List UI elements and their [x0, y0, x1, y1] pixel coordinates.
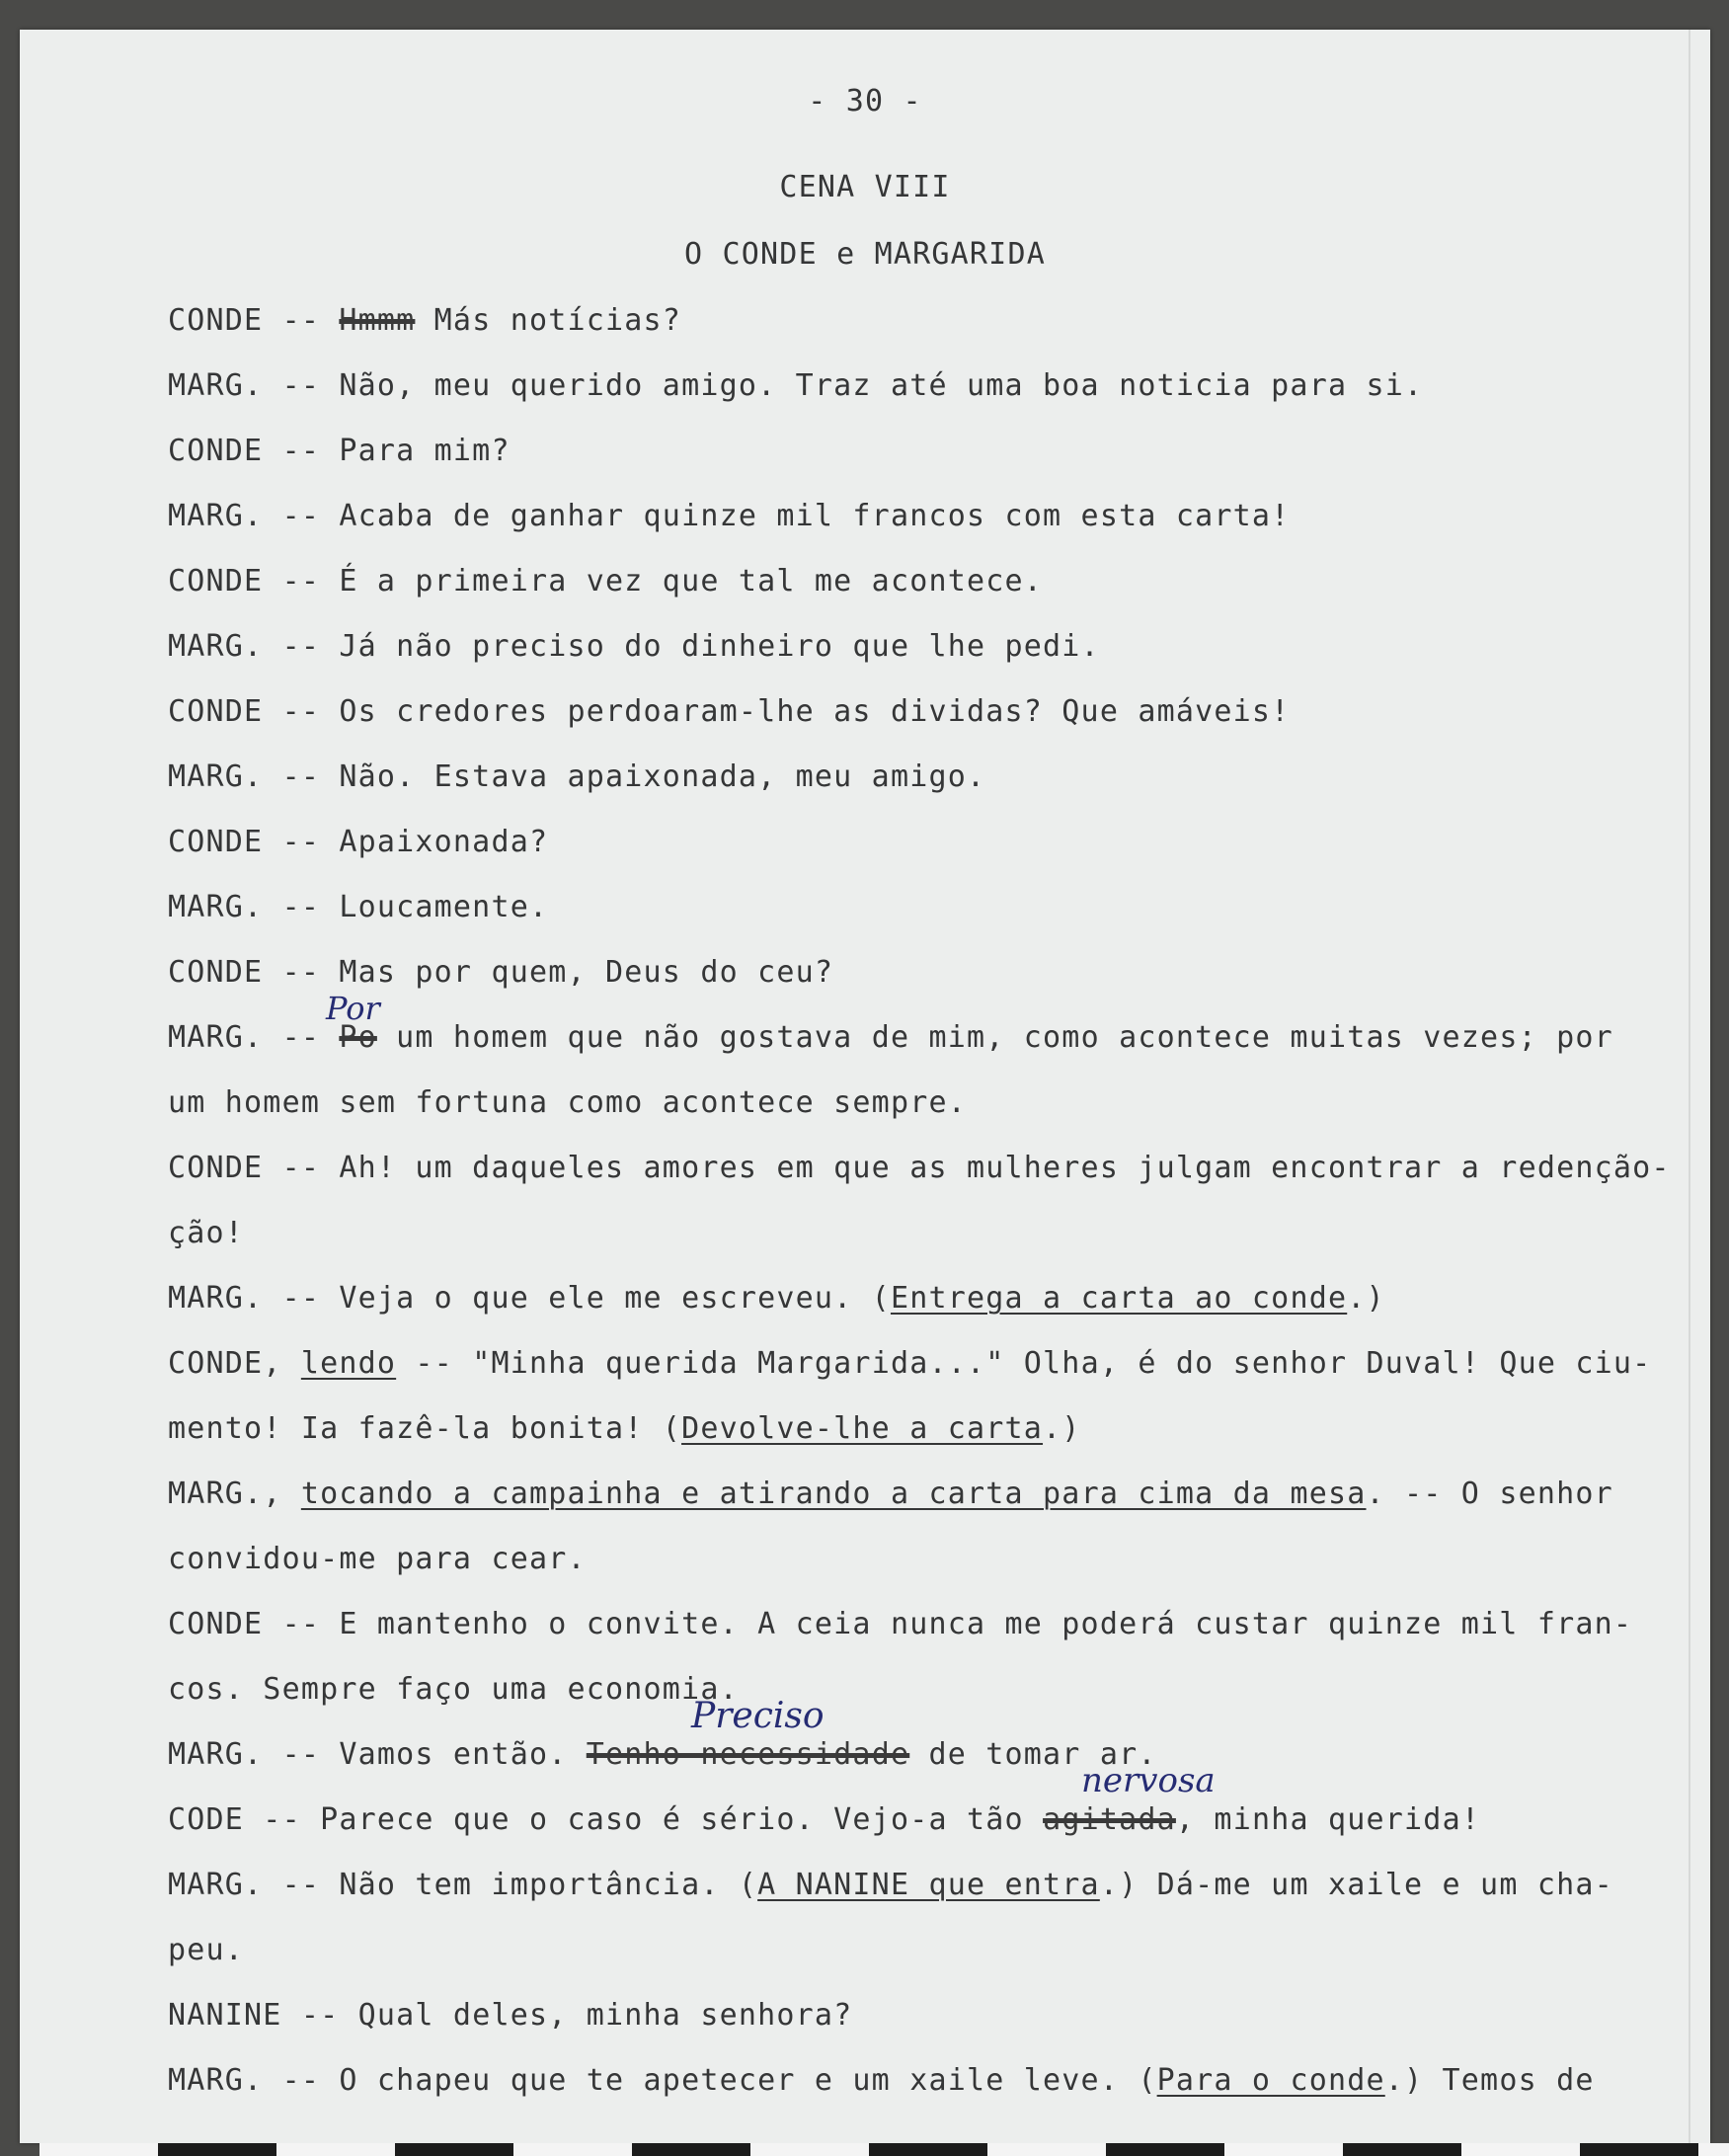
document-page [20, 30, 1710, 2143]
script-line: MARG. -- Loucamente. [168, 890, 549, 924]
page-number: - 30 - [808, 84, 922, 119]
script-line: MARG. -- Vamos então. Tenho necessidade de tomar ar. [168, 1737, 1157, 1772]
handwritten-correction: Preciso [691, 1696, 825, 1736]
script-line: CONDE -- Mas por quem, Deus do ceu? [168, 955, 834, 990]
script-line: CONDE -- E mantenho o convite. A ceia nunca me poderá custar quinze mil fran- [168, 1607, 1633, 1641]
script-line: ção! [168, 1216, 245, 1250]
script-line: convidou-me para cear. [168, 1542, 587, 1576]
script-line: MARG. -- Já não preciso do dinheiro que lhe pedi. [168, 629, 1100, 664]
speaker: CONDE -- [168, 694, 321, 729]
script-line: MARG. -- Não tem importância. (A NANINE que entra.) Dá-me um xaile e um cha- [168, 1868, 1613, 1902]
speaker: MARG. -- [168, 499, 321, 533]
handwritten-correction: Por [326, 990, 380, 1027]
speaker: CONDE, [168, 1346, 282, 1381]
speaker: MARG. -- [168, 1020, 321, 1055]
stage-direction: Entrega a carta ao conde [890, 1281, 1348, 1316]
script-line: MARG. -- Veja o que ele me escreveu. (Entrega a carta ao conde.) [168, 1281, 1385, 1316]
script-line: MARG. -- Po um homem que não gostava de mim, como acontece muitas vezes; por [168, 1020, 1613, 1055]
stage-direction: Para o conde [1156, 2063, 1385, 2098]
speaker: MARG. -- [168, 629, 321, 664]
speaker: CONDE -- [168, 955, 321, 990]
script-line: cos. Sempre faço uma economia. [168, 1672, 739, 1707]
speaker: CODE -- [168, 1802, 301, 1837]
speaker: MARG. -- [168, 2063, 321, 2098]
stage-direction: lendo [300, 1346, 397, 1381]
speaker: MARG. -- [168, 1281, 321, 1316]
strikethrough: Po [339, 1020, 377, 1055]
stage-direction: tocando a campainha e atirando a carta para cima da mesa [300, 1477, 1367, 1511]
script-line: MARG., tocando a campainha e atirando a carta para cima da mesa. -- O senhor [168, 1477, 1613, 1511]
strikethrough: Hmmm [339, 303, 416, 338]
script-line: NANINE -- Qual deles, minha senhora? [168, 1998, 853, 2033]
script-line: mento! Ia fazê-la bonita! (Devolve-lhe a carta.) [168, 1411, 1081, 1446]
handwritten-correction: nervosa [1081, 1761, 1216, 1800]
script-line: MARG. -- Não, meu querido amigo. Traz até uma boa noticia para si. [168, 368, 1424, 403]
speaker: MARG. -- [168, 1868, 321, 1902]
speaker: CONDE -- [168, 434, 321, 468]
scale-ruler [39, 2143, 1729, 2156]
scene-title: CENA VIII [779, 170, 951, 204]
script-line: peu. [168, 1933, 245, 1967]
speaker: MARG. -- [168, 368, 321, 403]
speaker: MARG. -- [168, 1737, 321, 1772]
script-line: CODE -- Parece que o caso é sério. Vejo-a tão agitada, minha querida! [168, 1802, 1481, 1837]
script-line: CONDE, lendo -- "Minha querida Margarida..." Olha, é do senhor Duval! Que ciu- [168, 1346, 1652, 1381]
speaker: CONDE -- [168, 1607, 321, 1641]
scene-characters: O CONDE e MARGARIDA [684, 237, 1046, 272]
script-line: CONDE -- Para mim? [168, 434, 511, 468]
script-line: CONDE -- Ah! um daqueles amores em que as mulheres julgam encontrar a redenção- [168, 1151, 1671, 1185]
speaker: CONDE -- [168, 303, 321, 338]
speaker: NANINE -- [168, 1998, 340, 2033]
speaker: CONDE -- [168, 825, 321, 859]
strikethrough: Tenho necessidade [586, 1737, 910, 1772]
speaker: MARG., [168, 1477, 282, 1511]
script-line: CONDE -- Apaixonada? [168, 825, 549, 859]
page-fold [1689, 30, 1690, 2143]
speaker: CONDE -- [168, 564, 321, 599]
stage-direction: Devolve-lhe a carta [681, 1411, 1044, 1446]
speaker: MARG. -- [168, 759, 321, 794]
stage-direction: A NANINE que entra [757, 1868, 1100, 1902]
speaker: CONDE -- [168, 1151, 321, 1185]
script-line: CONDE -- Hmmm Más notícias? [168, 303, 682, 338]
script-line: MARG. -- Acaba de ganhar quinze mil francos com esta carta! [168, 499, 1291, 533]
script-line: CONDE -- Os credores perdoaram-lhe as dividas? Que amáveis! [168, 694, 1291, 729]
script-line: CONDE -- É a primeira vez que tal me acontece. [168, 564, 1044, 599]
speaker: MARG. -- [168, 890, 321, 924]
script-line: MARG. -- O chapeu que te apetecer e um xaile leve. (Para o conde.) Temos de [168, 2063, 1595, 2098]
strikethrough: agitada [1043, 1802, 1176, 1837]
script-line: MARG. -- Não. Estava apaixonada, meu amigo. [168, 759, 986, 794]
script-line: um homem sem fortuna como acontece sempre. [168, 1085, 967, 1120]
